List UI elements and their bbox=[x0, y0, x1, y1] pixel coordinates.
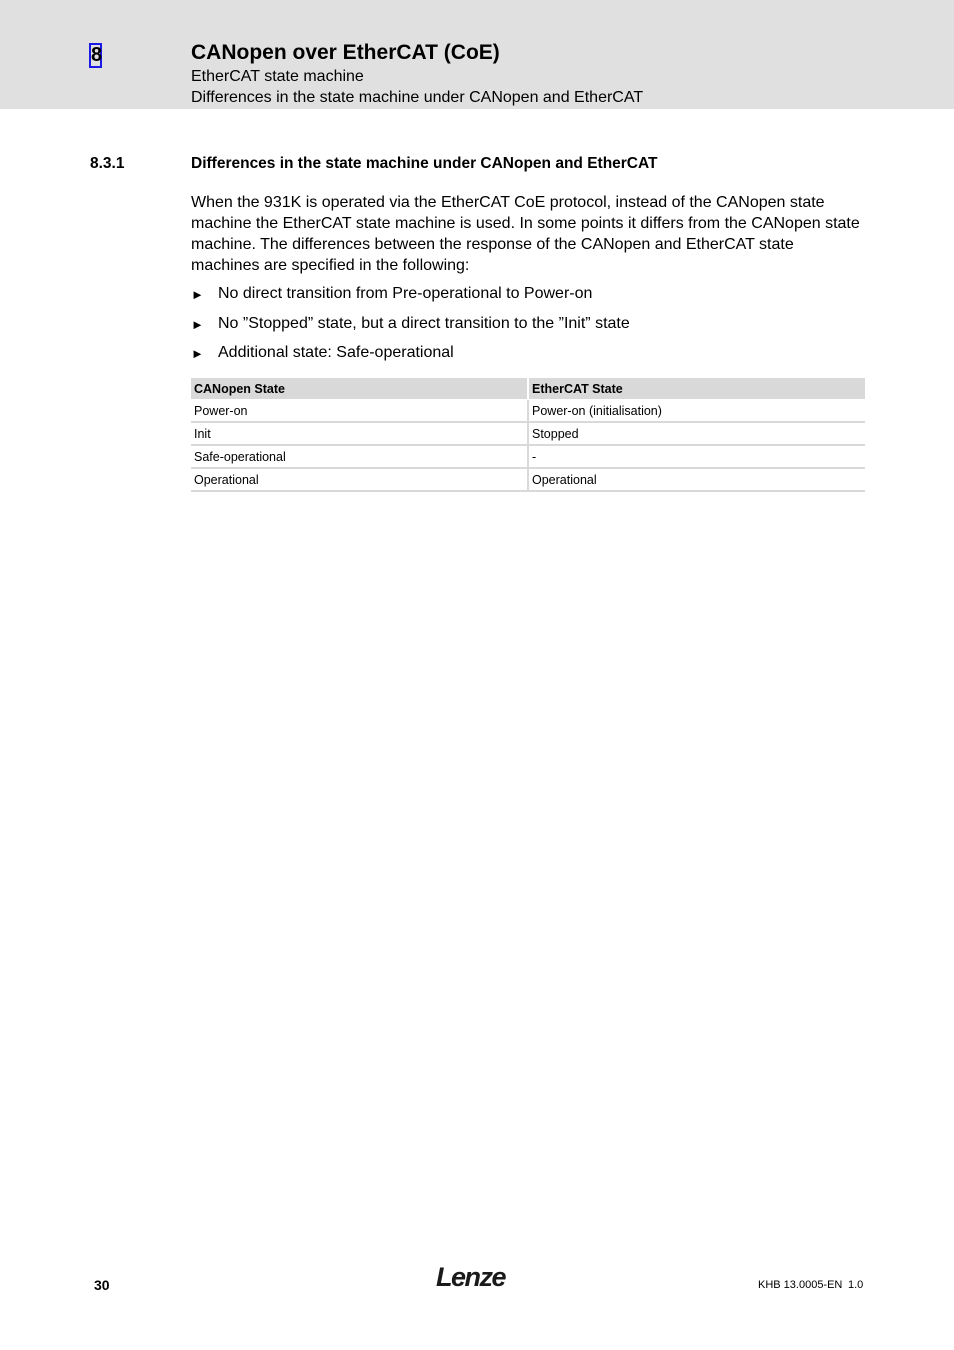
intro-paragraph: When the 931K is operated via the EtherCAT CoE protocol, instead of the CANopen state machine the EtherCAT state machine is used. In some points it differs from the CANopen state machine. The differences between the response of the CANopen and EtherCAT state machines are specified in the following: bbox=[191, 194, 860, 274]
state-comparison-table bbox=[191, 378, 865, 492]
section-number: 8.3.1 bbox=[90, 155, 125, 172]
table-row bbox=[191, 422, 865, 445]
chapter-title: CANopen over EtherCAT (CoE) bbox=[191, 41, 500, 64]
table-cell: Operational bbox=[191, 468, 528, 491]
bullet-text: No direct transition from Pre-operational to Power-on bbox=[218, 285, 593, 302]
bullet-text: Additional state: Safe-operational bbox=[218, 344, 454, 361]
section-title: Differences in the state machine under CANopen and EtherCAT bbox=[191, 155, 658, 172]
table-cell: Stopped bbox=[528, 422, 865, 445]
table-row bbox=[191, 468, 865, 491]
header-subtitle-1: EtherCAT state machine bbox=[191, 68, 364, 85]
page-number: 30 bbox=[94, 1277, 110, 1293]
bullet-text: No ”Stopped” state, but a direct transition to the ”Init” state bbox=[218, 314, 630, 332]
table-cell: Power-on bbox=[191, 400, 528, 423]
header-subtitle-2: Differences in the state machine under CANopen and EtherCAT bbox=[191, 89, 644, 106]
table-cell: - bbox=[528, 445, 865, 468]
column-header-ethercat: EtherCAT State bbox=[528, 378, 865, 400]
chapter-number-box[interactable]: 8 bbox=[91, 44, 103, 66]
table-row bbox=[191, 400, 865, 423]
bullet-triangle-icon: ► bbox=[191, 287, 204, 302]
document-id: KHB 13.0005-EN bbox=[758, 1279, 843, 1291]
bullet-triangle-icon: ► bbox=[191, 346, 204, 361]
table-header-row bbox=[191, 378, 865, 400]
table-cell: Power-on (initialisation) bbox=[528, 400, 865, 423]
table-row bbox=[191, 445, 865, 468]
document-version: 1.0 bbox=[848, 1279, 864, 1291]
lenze-logo: Lenze bbox=[436, 1262, 506, 1292]
bullet-triangle-icon: ► bbox=[191, 316, 204, 332]
column-header-canopen: CANopen State bbox=[191, 378, 528, 400]
table-cell: Safe-operational bbox=[191, 445, 528, 468]
table-cell: Init bbox=[191, 422, 528, 445]
table-cell: Operational bbox=[528, 468, 865, 491]
